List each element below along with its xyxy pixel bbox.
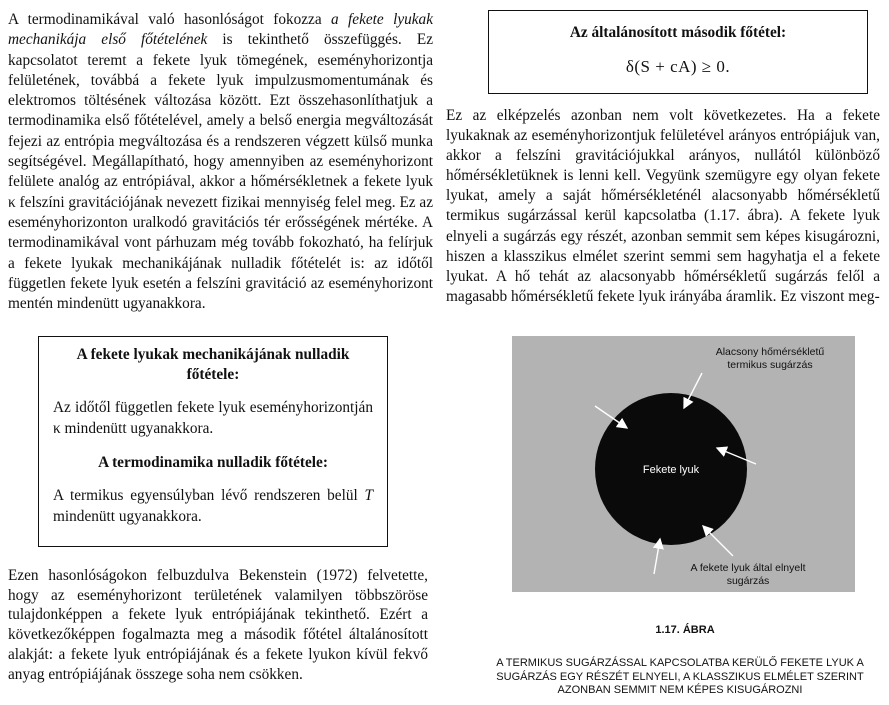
figure-label-absorbed: A fekete lyuk által elnyelt sugárzás [690,562,806,587]
body-paragraph-bekenstein: Ezen hasonlóságokon felbuzdulva Bekenstein (1972) felvetette, hogy az eseményhorizont területének valamilyen többszöröse tulajdonképpen a fekete lyuk entrópiájának tekinthető. Ezért a következőképpen fogalmazta meg a második főtétel általánosított alakját: a fekete lyuk entrópiájának és a fekete lyukon kívül fekvő anyag entrópiájának összege soha nem csökken. [8,567,428,683]
box-heading-black-hole-zeroth-law: A fekete lyukak mechanikájának nulladik főtétele: [76,346,350,383]
arrow-bottom [654,539,660,574]
box-heading-thermo-zeroth-law: A termodinamika nulladik főtétele: [98,454,328,471]
box-text-black-hole-zeroth-law: Az időtől független fekete lyuk eseményhorizontján κ mindenütt ugyanakkora. [53,399,373,437]
box-text-thermo-zeroth-law: A termikus egyensúlyban lévő rendszeren belül T mindenütt ugyanakkora. [53,487,373,525]
p1-end: is tekinthető összefüggés. Ez kapcsolatot teremt a fekete lyuk tömegének, eseményhorizontja felületének, továbbá a fekete lyuk impulzusmomentumának és elektromos töltésének változása között. Ezt összehasonlíthatjuk a termodinamika első főtételével, amely a belső energia megváltozását fejezi az entrópia megváltozása és a rendszeren végzett külső munka segítségével. Megállapítható, hogy amennyiben az eseményhorizont felülete analóg az entrópiával, akkor a hőmérsékletnek a fekete lyuk κ felszíni gravitációjának nevezett fizikai mennyiség felel meg. Ez az eseményhorizonton uralkodó gravitációs tér erősségének mértéke. A termodinamikával vont párhuzam még tovább fokozható, ha felírjuk a fekete lyukak mechanikájának nulladik főtételét is: az időtől független fekete lyuk esetén a felszíni gravitáció az eseményhorizont mentén mindenütt ugyanakkora. [8,31,433,313]
arrow-lower-right [703,526,733,556]
p1-start: A termodinamikával való hasonlóságot fokozza [8,11,332,28]
figure-number: 1.17. ÁBRA [655,624,715,636]
generalized-second-law-box [488,10,868,94]
p1-emphasis: a fekete lyukak mechanikája első főtételének [8,11,433,49]
body-paragraph-first-law [8,10,433,314]
body-paragraph-inconsistency: Ez az elképzelés azonban nem volt következetes. Ha a fekete lyukaknak az eseményhorizontjuk felületével arányos entrópiájuk van, akkor a felszíni gravitációjukkal arányos, nullától különböző hőmérsékletüknek is lenni kell. Vegyünk szemügyre egy olyan fekete lyukat, amely a saját hőmérsékleténél alacsonyabb hőmérsékletű termikus sugárzással kerül kapcsolatba (1.17. ábra). A fekete lyuk elnyeli a sugárzás egy részét, azonban semmit sem képes kisugározni, hiszen a klasszikus elmélet szerint semmi sem hagyhatja el a fekete lyukat. A hő tehát az alacsonyabb hőmérsékletű sugárzás felől a magasabb hőmérsékletű fekete lyuk irányába áramlik. Ez viszont meg- [446,107,880,305]
figure-label-radiation: Alacsony hőmérsékletű termikus sugárzás [715,346,825,371]
figure-label-black-hole: Fekete lyuk [642,464,700,476]
figure-caption: A TERMIKUS SUGÁRZÁSSAL KAPCSOLATBA KERÜLŐ FEKETE LYUK A SUGÁRZÁS EGY RÉSZÉT ELNYELI, A KLASSZIKUS ELMÉLET SZERINT AZONBAN SEMMIT NEM KÉPES KISUGÁROZNI [496,657,864,696]
black-hole-figure [512,336,855,592]
second-law-formula: δ(S + cA) ≥ 0. [625,57,731,76]
zeroth-law-box [38,336,388,547]
box-heading-second-law: Az általánosított második főtétel: [569,24,787,41]
